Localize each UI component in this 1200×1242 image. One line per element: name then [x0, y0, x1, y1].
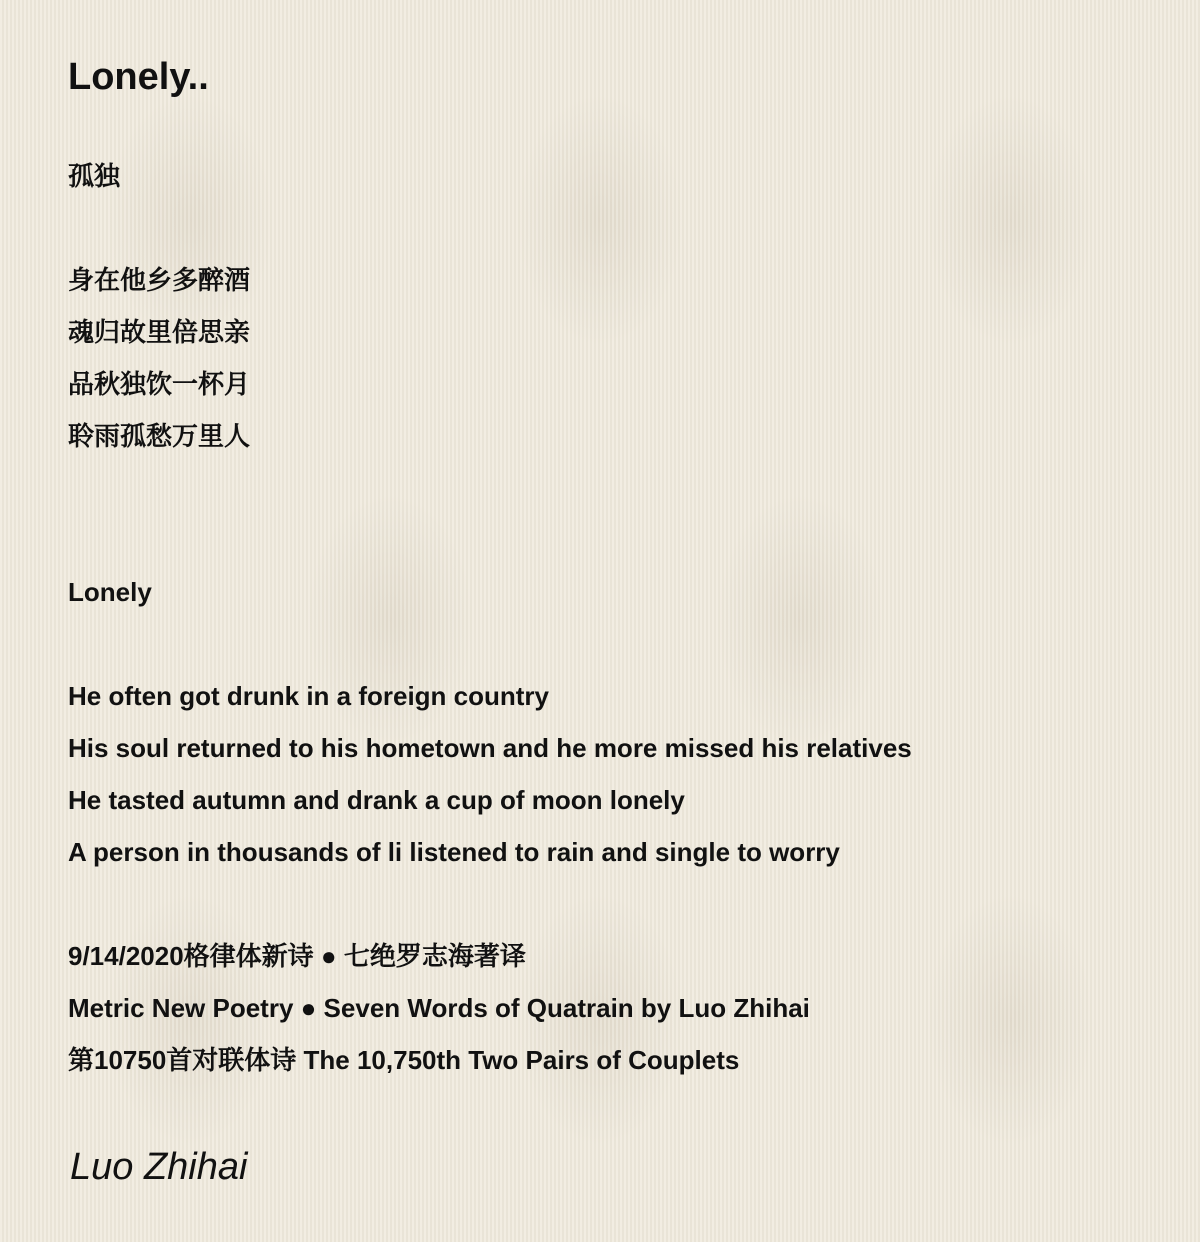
poem-line: 身在他乡多醉酒	[68, 265, 251, 295]
poem-title: Lonely..	[68, 56, 209, 98]
poem-line: He tasted autumn and drank a cup of moon lonely	[68, 785, 685, 815]
poem-author: Luo Zhihai	[70, 1146, 248, 1188]
poem-line: 魂归故里倍思亲	[68, 317, 251, 347]
poem-line	[68, 878, 912, 930]
poem-line	[68, 618, 912, 670]
poem-line	[68, 202, 912, 254]
poem-line	[68, 514, 912, 566]
poem-line: 品秋独饮一杯月	[68, 369, 251, 399]
poem-line: Metric New Poetry ● Seven Words of Quatrain by Luo Zhihai	[68, 993, 810, 1023]
poem-line: 第10750首对联体诗 The 10,750th Two Pairs of Couplets	[68, 1045, 740, 1075]
poem-line	[68, 462, 912, 514]
poem-body	[68, 150, 912, 1086]
poem-line: A person in thousands of li listened to rain and single to worry	[68, 837, 840, 867]
poem-line: 孤独	[68, 161, 121, 191]
poem-line: 9/14/2020格律体新诗 ● 七绝罗志海著译	[68, 941, 526, 971]
poem-line: He often got drunk in a foreign country	[68, 681, 549, 711]
poem-line: Lonely	[68, 577, 152, 607]
poem-line: His soul returned to his hometown and he more missed his relatives	[68, 733, 912, 763]
poem-line: 聆雨孤愁万里人	[68, 421, 251, 451]
